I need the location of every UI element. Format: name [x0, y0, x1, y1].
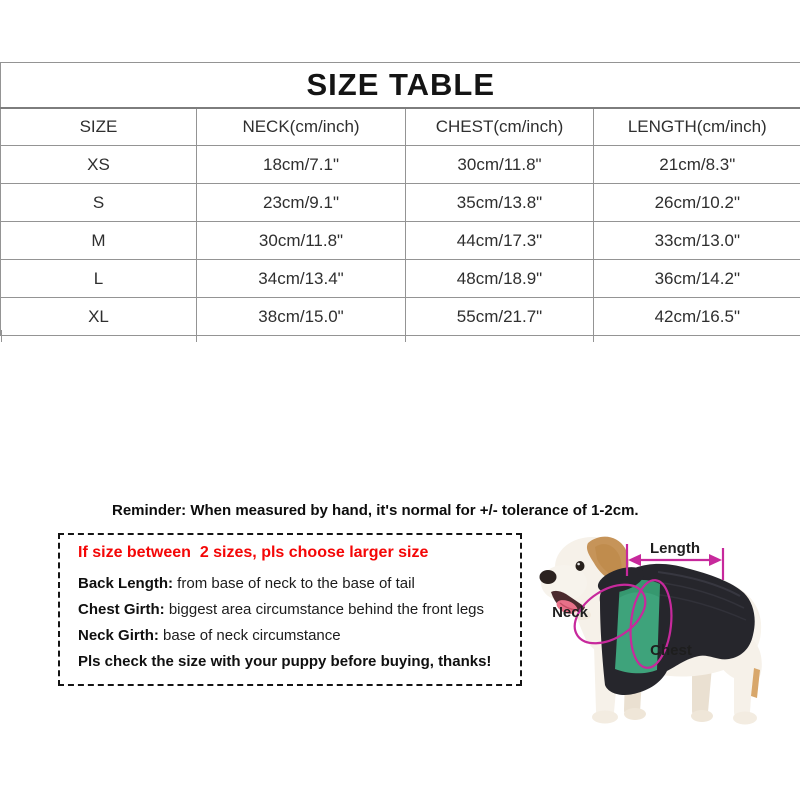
size-cell: S — [1, 184, 197, 222]
neck-cell: 38cm/15.0" — [197, 298, 406, 336]
table-row-m — [1, 222, 800, 260]
chest-cell: 35cm/13.8" — [406, 184, 594, 222]
neck-cell: 34cm/13.4" — [197, 260, 406, 298]
neck-cell: 18cm/7.1" — [197, 146, 406, 184]
table-row-s — [1, 184, 800, 222]
note-label: Neck Girth: — [78, 627, 159, 644]
length-label: Length — [650, 540, 700, 557]
length-cell: 42cm/16.5" — [594, 298, 800, 336]
neck-label: Neck — [552, 604, 588, 621]
dog-measurement-diagram — [538, 522, 773, 727]
tolerance-reminder: Reminder: When measured by hand, it's normal for +/- tolerance of 1-2cm. — [112, 502, 639, 519]
dog-eye — [576, 561, 585, 571]
note-back-length — [78, 571, 512, 597]
length-cell: 36cm/14.2" — [594, 260, 800, 298]
size-cell: XS — [1, 146, 197, 184]
dog-nose — [540, 570, 557, 584]
neck-cell: 30cm/11.8" — [197, 222, 406, 260]
neck-cell: 23cm/9.1" — [197, 184, 406, 222]
table-border-stub — [196, 330, 197, 342]
chest-cell: 44cm/17.3" — [406, 222, 594, 260]
dog-wearing-vest-illustration — [538, 522, 773, 727]
table-border-stub — [1, 330, 2, 342]
length-cell: 21cm/8.3" — [594, 146, 800, 184]
chest-cell: 48cm/18.9" — [406, 260, 594, 298]
table-border-stub — [405, 330, 406, 342]
size-table — [0, 62, 800, 336]
chest-cell: 55cm/21.7" — [406, 298, 594, 336]
size-cell: XL — [1, 298, 197, 336]
column-header-size: SIZE — [1, 108, 197, 146]
column-header-neck: NECK(cm/inch) — [197, 108, 406, 146]
note-label: Chest Girth: — [78, 601, 165, 618]
length-arrowhead-left — [628, 554, 641, 566]
size-table-title: SIZE TABLE — [1, 63, 800, 109]
chest-label: Chest — [650, 642, 692, 659]
chest-cell: 30cm/11.8" — [406, 146, 594, 184]
length-arrowhead-right — [709, 554, 722, 566]
size-cell: M — [1, 222, 197, 260]
column-header-chest: CHEST(cm/inch) — [406, 108, 594, 146]
size-cell: L — [1, 260, 197, 298]
note-footer: Pls check the size with your puppy before buying, thanks! — [78, 653, 492, 670]
length-cell: 26cm/10.2" — [594, 184, 800, 222]
note-text: base of neck circumstance — [158, 627, 341, 644]
table-row-xs — [1, 146, 800, 184]
table-row-xl — [1, 298, 800, 336]
length-cell: 33cm/13.0" — [594, 222, 800, 260]
note-label: Back Length: — [78, 575, 174, 592]
note-neck-girth — [78, 623, 512, 649]
note-text: biggest area circumstance behind the front legs — [164, 601, 485, 618]
size-note-title: If size between 2 sizes, pls choose larger size — [78, 544, 429, 561]
table-row-l — [1, 260, 800, 298]
note-chest-girth — [78, 597, 512, 623]
note-text: from base of neck to the base of tail — [173, 575, 415, 592]
table-border-stub — [593, 330, 594, 342]
size-note-box — [58, 533, 522, 686]
column-header-length: LENGTH(cm/inch) — [594, 108, 800, 146]
